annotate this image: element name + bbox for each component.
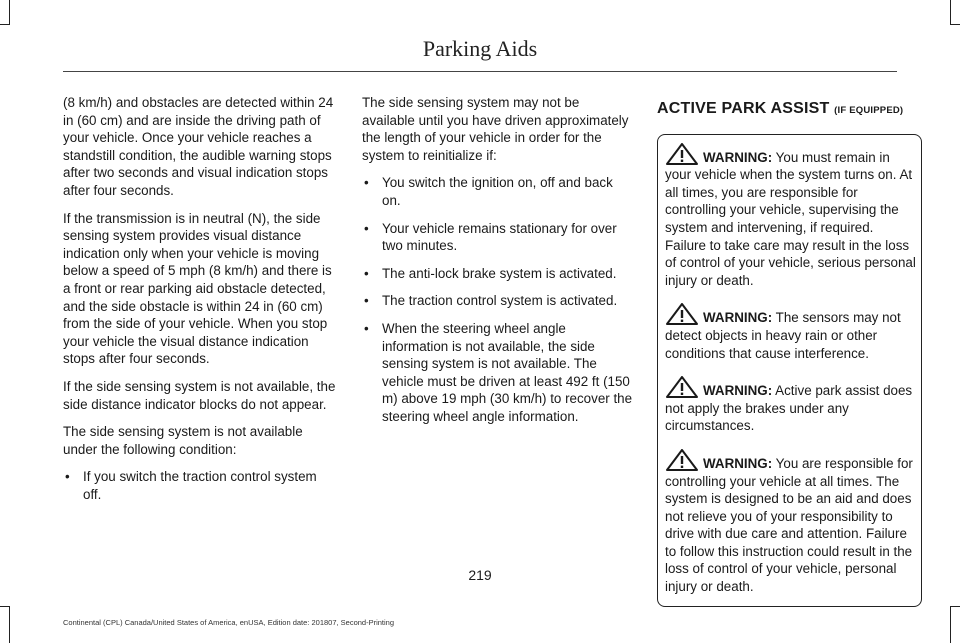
section-heading-qualifier: (IF EQUIPPED) xyxy=(834,105,904,116)
header-divider xyxy=(63,71,897,72)
warning-triangle-icon xyxy=(665,376,699,398)
paragraph: If the side sensing system is not available, the side distance indicator blocks do not appear. xyxy=(63,378,336,412)
paragraph: If the transmission is in neutral (N), the side sensing system provides visual distance indication only when your vehicle is moving below a speed of 5 mph (8 km/h) and there is a front or rear parking aid obstacle detected, and the side obstacle is within 24 in (60 cm) from the side of your vehicle. When you stop your vehicle the visual distance indication stops after four seconds. xyxy=(63,210,332,367)
column-2 xyxy=(362,94,634,436)
bullet-glyph: • xyxy=(364,175,369,191)
page-number: 219 xyxy=(468,567,492,583)
warning-label: WARNING: xyxy=(703,455,773,471)
paragraph: (8 km/h) and obstacles are detected within 24 in (60 cm) and are inside the driving path of your vehicle. Once your vehicle reaches a standstill condition, the audible warning stops after two seconds and visual indication stops after four seconds. xyxy=(63,95,334,198)
bullet-glyph: • xyxy=(65,469,70,485)
footer-edition-info: Continental (CPL) Canada/United States of America, enUSA, Edition date: 201807, Second-Printing xyxy=(63,618,395,627)
crop-mark-top-left-h xyxy=(0,24,10,25)
warning-text: You are responsible for controlling your vehicle at all times. The system is designed to be an aid and does not relieve you of your responsibility to drive with due care and attention. Failure to follow this instruction could result in the loss of control of your vehicle, personal injury or death. xyxy=(665,455,913,595)
warning-label: WARNING: xyxy=(703,149,773,165)
bullet-glyph: • xyxy=(364,293,369,309)
list-item-text: The traction control system is activated. xyxy=(382,293,618,309)
list-item-text: If you switch the traction control system off. xyxy=(83,469,317,502)
bullet-list xyxy=(63,468,338,503)
list-item-text: Your vehicle remains stationary for over two minutes. xyxy=(382,220,617,254)
bullet-list xyxy=(362,174,634,425)
list-item xyxy=(362,220,634,255)
warning-label: WARNING: xyxy=(703,310,773,326)
warning-triangle-icon xyxy=(665,143,699,165)
warning-triangle-icon xyxy=(665,449,699,471)
list-item-text: When the steering wheel angle information is not available, the side sensing system is not available. The vehicle must be driven at least 492 ft (150 m) above 19 mph (30 km/h) to recover the steering wheel angle information. xyxy=(382,320,633,424)
list-item xyxy=(362,174,634,209)
warning-item xyxy=(665,303,917,362)
crop-mark-top-right-v xyxy=(950,0,951,24)
section-heading-text: ACTIVE PARK ASSIST xyxy=(657,100,830,117)
page-title: Parking Aids xyxy=(422,36,538,61)
column-1 xyxy=(63,94,338,513)
paragraph: The side sensing system may not be available until you have driven approximately the length of your vehicle in order for the system to reinitialize if: xyxy=(362,95,629,163)
warning-item xyxy=(665,143,917,290)
list-item xyxy=(362,265,634,283)
list-item xyxy=(362,320,634,426)
paragraph: The side sensing system is not available under the following condition: xyxy=(63,424,303,457)
crop-mark-top-left-v xyxy=(9,0,10,24)
crop-mark-bottom-right-h xyxy=(950,606,960,607)
warning-text: You must remain in your vehicle when the system turns on. At all times, you are responsible for controlling your vehicle, supervising the system and intervening, if required. Failure to take care may result in the loss of control of your vehicle, serious personal injury or death. xyxy=(665,149,916,288)
warning-text: The sensors may not detect objects in heavy rain or other conditions that cause interference. xyxy=(665,310,901,361)
list-item-text: You switch the ignition on, off and back on. xyxy=(382,175,613,208)
section-heading xyxy=(657,100,922,120)
warning-box xyxy=(657,134,922,607)
bullet-glyph: • xyxy=(364,265,369,281)
list-item xyxy=(63,468,338,503)
list-item-text: The anti-lock brake system is activated. xyxy=(382,265,617,281)
crop-mark-bottom-left-v xyxy=(9,606,10,643)
warning-item xyxy=(665,376,917,435)
warning-label: WARNING: xyxy=(703,383,773,399)
warning-triangle-icon xyxy=(665,303,699,325)
column-3 xyxy=(657,100,922,607)
crop-mark-bottom-right-v xyxy=(950,606,951,643)
bullet-glyph: • xyxy=(364,220,369,236)
crop-mark-top-right-h xyxy=(950,24,960,25)
crop-mark-bottom-left-h xyxy=(0,606,10,607)
bullet-glyph: • xyxy=(364,320,369,336)
warning-text: Active park assist does not apply the brakes under any circumstances. xyxy=(665,383,913,434)
list-item xyxy=(362,292,634,310)
